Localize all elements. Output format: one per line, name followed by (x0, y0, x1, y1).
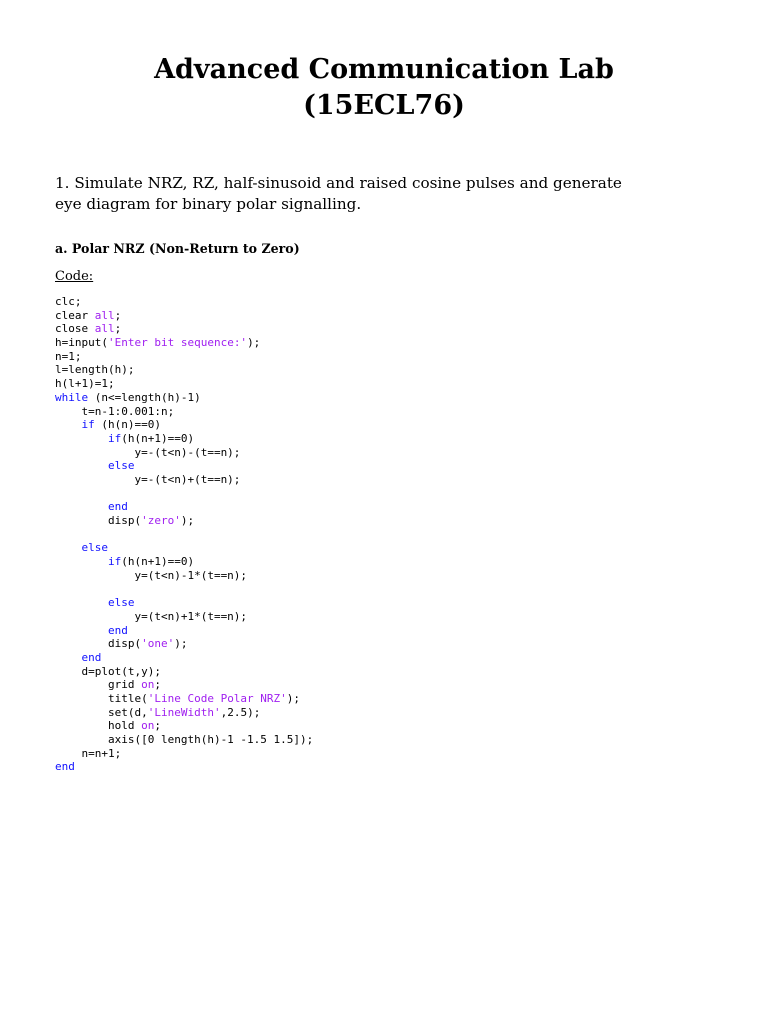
code-text: disp( (55, 514, 142, 527)
code-keyword: end (81, 650, 102, 664)
code-text: (h(n+1)==0) (121, 431, 195, 445)
code-line (55, 336, 313, 350)
code-text: ); (180, 514, 195, 527)
code-line (55, 405, 313, 419)
code-keyword: else (107, 596, 135, 610)
code-string: 'LineWidth' (147, 705, 221, 719)
code-text: n=n+1; (55, 746, 122, 760)
code-line (55, 295, 313, 309)
code-line (55, 692, 313, 706)
code-text: h(l+1)=1; (55, 377, 115, 391)
code-keyword: end (107, 623, 128, 637)
code-keyword: end (107, 500, 128, 514)
code-line (55, 309, 313, 323)
code-line (55, 459, 313, 473)
code-label: Code: (55, 269, 94, 284)
code-text (55, 432, 108, 445)
code-text (55, 651, 82, 664)
code-string: 'one' (141, 637, 175, 651)
code-text: ; (154, 719, 161, 733)
code-line (55, 706, 313, 720)
code-text: ); (247, 336, 261, 350)
code-text: title( (55, 691, 148, 705)
code-text: close (55, 322, 95, 336)
code-text: y=-(t<n)-(t==n); (55, 445, 241, 459)
code-text (55, 596, 108, 609)
code-text: clear (55, 308, 95, 322)
code-string: on (141, 719, 155, 733)
code-line (55, 500, 313, 514)
code-line (55, 569, 313, 583)
code-text: ); (286, 691, 301, 705)
code-line (55, 377, 313, 391)
code-line (55, 637, 313, 651)
code-text: (h(n)==0) (94, 418, 161, 432)
code-keyword: else (107, 459, 135, 473)
code-line (55, 528, 313, 542)
code-line (55, 678, 313, 692)
code-text: t=n-1:0.001:n; (55, 404, 175, 418)
code-line (55, 418, 313, 432)
code-keyword: else (81, 541, 108, 555)
code-line (55, 514, 313, 528)
code-text: (n<=length(h)-1) (88, 390, 201, 404)
code-line (55, 473, 313, 487)
question-line-2: eye diagram for binary polar signalling. (55, 195, 362, 213)
code-text: ,2.5); (220, 705, 261, 719)
document-title: Advanced Communication Lab (154, 54, 614, 85)
code-line (55, 651, 313, 665)
code-text: hold (55, 719, 142, 733)
code-text: ; (114, 322, 122, 336)
code-string: 'Enter bit sequence:' (107, 336, 248, 350)
question-text (55, 173, 725, 215)
code-line (55, 760, 313, 774)
code-line (55, 391, 313, 405)
code-keyword: if (107, 555, 122, 569)
code-text: d=plot(t,y); (55, 664, 161, 678)
code-line (55, 555, 313, 569)
code-text (55, 541, 82, 554)
code-text: y=(t<n)-1*(t==n); (55, 568, 248, 582)
code-line (55, 733, 313, 747)
code-text: n=1; (55, 349, 82, 363)
code-text: (h(n+1)==0) (121, 555, 195, 569)
code-string: all (94, 322, 115, 336)
code-text (55, 555, 108, 568)
code-text: axis([0 length(h)-1 -1.5 1.5]); (55, 733, 314, 746)
code-keyword: end (55, 760, 75, 774)
code-line (55, 747, 313, 761)
code-string: on (141, 678, 155, 692)
code-block (55, 295, 313, 774)
code-line (55, 596, 313, 610)
code-text: set(d, (55, 705, 148, 719)
code-line (55, 582, 313, 596)
code-line (55, 446, 313, 460)
code-keyword: if (81, 418, 95, 432)
code-text: ); (174, 637, 188, 651)
code-line (55, 322, 313, 336)
code-text (55, 418, 82, 431)
code-text: clc; (55, 295, 82, 308)
code-line (55, 719, 313, 733)
code-text: y=-(t<n)+(t==n); (55, 472, 241, 486)
code-text: l=length(h); (55, 363, 135, 377)
code-text (55, 500, 108, 513)
code-string: all (94, 308, 115, 322)
code-string: 'zero' (141, 514, 181, 527)
code-line (55, 665, 313, 679)
code-line (55, 624, 313, 638)
code-text: y=(t<n)+1*(t==n); (55, 609, 248, 623)
code-keyword: while (55, 390, 89, 404)
code-text: ; (114, 308, 122, 322)
code-line (55, 541, 313, 555)
code-text (55, 459, 108, 472)
code-line (55, 350, 313, 364)
code-line (55, 363, 313, 377)
code-text (55, 624, 108, 637)
code-text: disp( (55, 637, 142, 651)
code-line (55, 487, 313, 501)
code-line (55, 432, 313, 446)
question-line-1: 1. Simulate NRZ, RZ, half-sinusoid and raised cosine pulses and generate (55, 174, 622, 192)
section-heading: a. Polar NRZ (Non-Return to Zero) (55, 241, 300, 256)
code-text: h=input( (55, 336, 108, 350)
code-text: grid (55, 678, 142, 692)
code-string: 'Line Code Polar NRZ' (147, 691, 287, 705)
code-keyword: if (107, 431, 122, 445)
code-line (55, 610, 313, 624)
code-text: ; (154, 678, 161, 692)
course-code: (15ECL76) (303, 90, 465, 121)
